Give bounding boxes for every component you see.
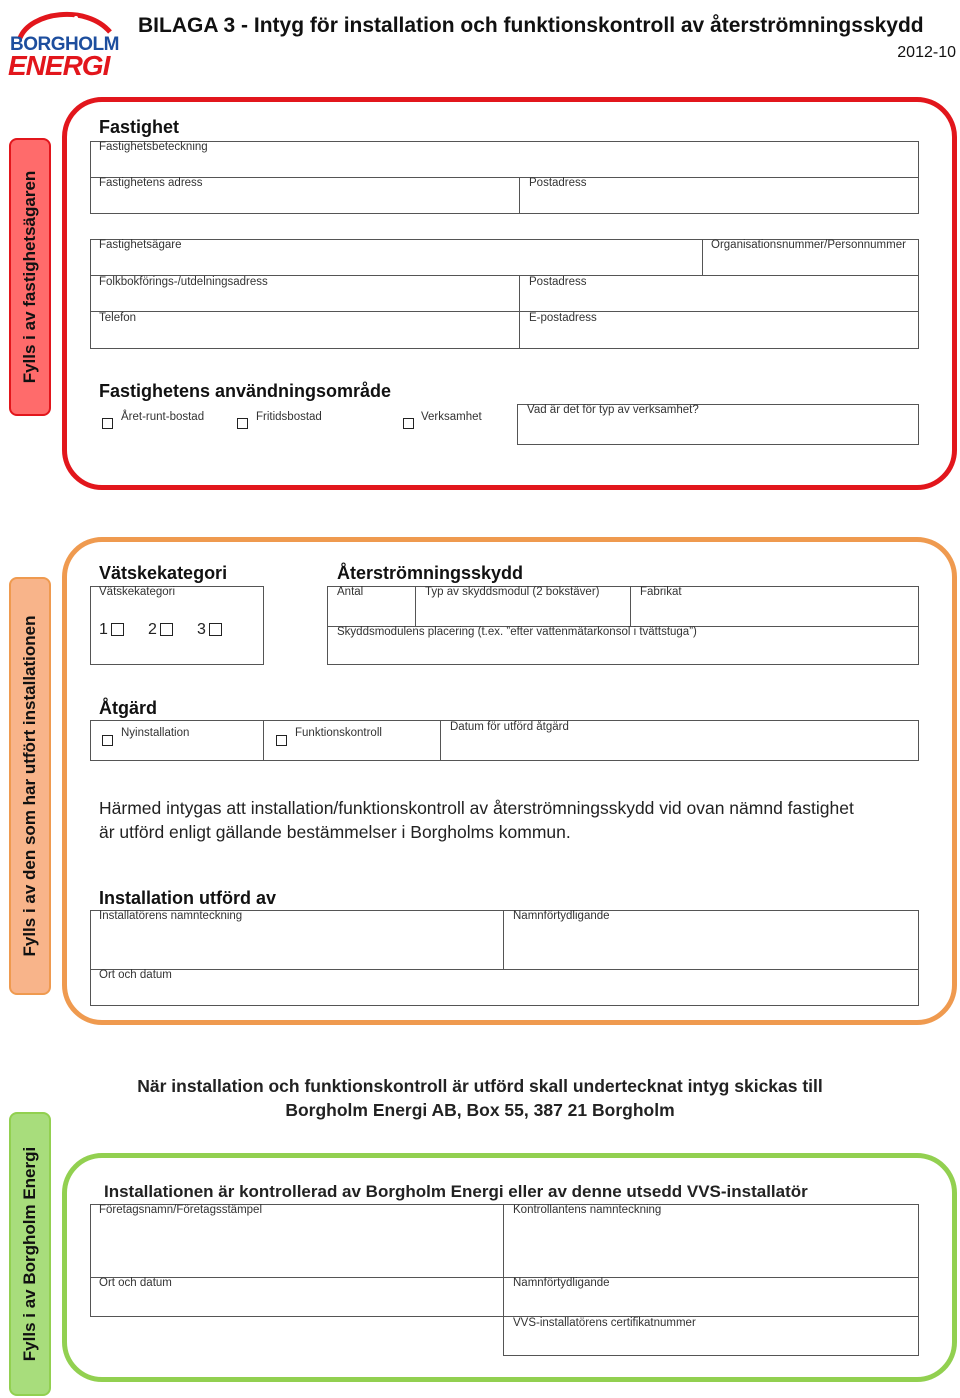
- telefon-label: Telefon: [99, 312, 137, 324]
- logo-text-bottom: ENERGI: [8, 50, 110, 81]
- placering-label: Skyddsmodulens placering (t.ex. ”efter vattenmätarkonsol i tvättstuga”): [337, 626, 697, 638]
- verksamhet-question-label: Vad är det för typ av verksamhet?: [527, 404, 699, 416]
- fastighetsagare-label: Fastighetsägare: [99, 239, 182, 251]
- fastighet-heading: Fastighet: [99, 117, 180, 137]
- vatskekategori-heading: Vätskekategori: [99, 563, 228, 583]
- statement-line1: Härmed intygas att installation/funktionskontroll av återströmningsskydd vid ovan nämnd fastighet: [99, 798, 854, 818]
- category-2-label: 2: [148, 621, 157, 638]
- datum-label: Datum för utförd åtgärd: [450, 721, 569, 733]
- fastighetens-adress-label: Fastighetens adress: [99, 177, 203, 189]
- category-2-checkbox[interactable]: [160, 623, 173, 636]
- namnfortydligande-label: Namnförtydligande: [513, 910, 610, 922]
- page-date: 2012-10: [897, 44, 956, 61]
- notice-line2: Borgholm Energi AB, Box 55, 387 21 Borgholm: [285, 1100, 675, 1120]
- fastighetsbeteckning-field[interactable]: [90, 141, 919, 178]
- telefon-field[interactable]: [90, 311, 520, 349]
- side-label-borgholm: Fylls i av Borgholm Energi: [9, 1112, 51, 1396]
- fabrikat-label: Fabrikat: [640, 586, 682, 598]
- logo: [6, 6, 128, 81]
- foretagsnamn-label: Företagsnamn/Företagsstämpel: [99, 1204, 262, 1216]
- kontrollant-label: Kontrollantens namnteckning: [513, 1204, 662, 1216]
- namnteckning-label: Installatörens namnteckning: [99, 910, 243, 922]
- arets-runt-checkbox[interactable]: [102, 418, 113, 429]
- logo-text-top: BORGHOLM: [10, 34, 119, 55]
- epost-label: E-postadress: [529, 312, 597, 324]
- fritidsbostad-label: Fritidsbostad: [256, 411, 322, 423]
- category-1-label: 1: [99, 621, 108, 638]
- postadress2-label: Postadress: [529, 276, 587, 288]
- arets-runt-label: Året-runt-bostad: [121, 411, 205, 423]
- utford-heading: Installation utförd av: [99, 888, 277, 908]
- namnfortydligande2-label: Namnförtydligande: [513, 1277, 610, 1289]
- funktionskontroll-label: Funktionskontroll: [295, 727, 382, 739]
- vatskekategori-label: Vätskekategori: [99, 586, 176, 598]
- fastighetsbeteckning-label: Fastighetsbeteckning: [99, 141, 208, 153]
- typ-label: Typ av skyddsmodul (2 bokstäver): [425, 586, 600, 598]
- atgard-heading: Åtgärd: [99, 698, 157, 718]
- postadress-label: Postadress: [529, 177, 587, 189]
- page-title: BILAGA 3 - Intyg för installation och funktionskontroll av återströmningsskydd: [138, 14, 924, 37]
- funktionskontroll-checkbox[interactable]: [276, 735, 287, 746]
- ort-datum-label: Ort och datum: [99, 969, 172, 981]
- fastighetsagare-field[interactable]: [90, 239, 703, 276]
- notice-line1: När installation och funktionskontroll är utförd skall undertecknat intyg skickas till: [137, 1076, 823, 1096]
- ort-datum2-label: Ort och datum: [99, 1277, 172, 1289]
- category-3-label: 3: [197, 621, 206, 638]
- category-1-checkbox[interactable]: [111, 623, 124, 636]
- nyinstallation-label: Nyinstallation: [121, 727, 190, 739]
- verksamhet-label: Verksamhet: [421, 411, 482, 423]
- side-label-owner: Fylls i av fastighetsägaren: [9, 138, 51, 416]
- aterstromningsskydd-heading: Återströmningsskydd: [337, 563, 524, 583]
- folkbokforing-label: Folkbokförings-/utdelningsadress: [99, 276, 268, 288]
- side-label-installer: Fylls i av den som har utfört installationen: [9, 577, 51, 995]
- nyinstallation-checkbox[interactable]: [102, 735, 113, 746]
- statement-line2: är utförd enligt gällande bestämmelser i Borgholms kommun.: [99, 822, 571, 842]
- category-3-checkbox[interactable]: [209, 623, 222, 636]
- antal-label: Antal: [337, 586, 364, 598]
- verksamhet-checkbox[interactable]: [403, 418, 414, 429]
- kontroll-heading: Installationen är kontrollerad av Borgholm Energi eller av denne utsedd VVS-installatör: [104, 1182, 808, 1201]
- usage-heading: Fastighetens användningsområde: [99, 381, 392, 401]
- ort-datum-field[interactable]: [90, 969, 919, 1006]
- fritidsbostad-checkbox[interactable]: [237, 418, 248, 429]
- certifikat-label: VVS-installatörens certifikatnummer: [513, 1317, 696, 1329]
- orgnr-label: Organisationsnummer/Personnummer: [711, 239, 906, 251]
